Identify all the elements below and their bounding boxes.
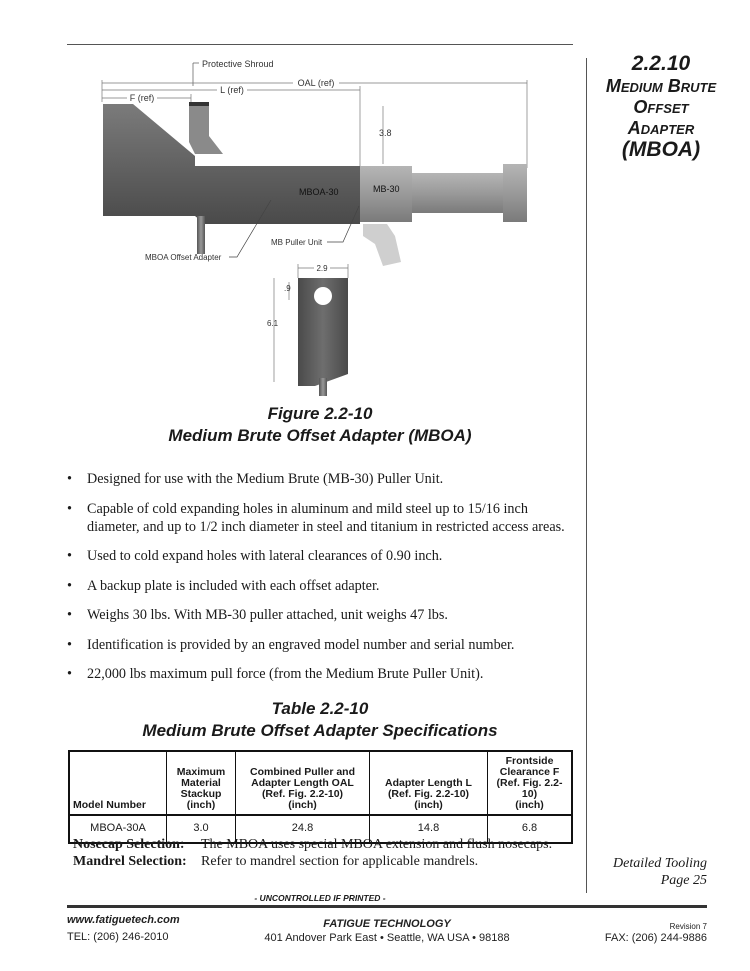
bullet-icon: • [67, 666, 72, 682]
section-heading [588, 52, 734, 162]
figure-number: Figure 2.2-10 [267, 404, 373, 423]
mandrel-text: Refer to mandrel section for applicable mandrels. [201, 854, 479, 869]
dim-2-9-label: 2.9 [316, 264, 328, 273]
f-label: F (ref) [129, 93, 155, 103]
header-adapter-length: Adapter Length L (Ref. Fig. 2.2-10) (inch) [370, 751, 488, 815]
mboa-offset-adapter-label: MBOA Offset Adapter [145, 253, 222, 262]
website-link[interactable]: www.fatiguetech.com [67, 914, 180, 926]
section-title-line-3: Adapter [627, 117, 695, 138]
section-title-line-2: Offset [633, 96, 689, 117]
top-rule [67, 44, 573, 45]
mandrel-rod [197, 216, 205, 254]
section-abbreviation: (MBOA) [621, 138, 701, 162]
puller-front-collar [360, 166, 412, 222]
table-title: Medium Brute Offset Adapter Specifications [142, 721, 498, 740]
offset-adapter-body [103, 104, 360, 224]
mboa-30-label: MBOA-30 [299, 187, 339, 197]
end-view-rod [319, 378, 327, 396]
oal-label: OAL (ref) [297, 78, 335, 88]
sidebar-divider [586, 58, 587, 893]
footer-revision: Revision 7 [669, 922, 707, 931]
header-frontside-clearance: Frontside Clearance F (Ref. Fig. 2.2-10) (inch) [488, 751, 573, 815]
feature-list [67, 470, 577, 695]
puller-end-cap [503, 164, 527, 222]
puller-handle [363, 224, 401, 266]
header-combined-length: Combined Puller and Adapter Length OAL (Ref. Fig. 2.2-10) (inch) [236, 751, 370, 815]
list-item: • Designed for use with the Medium Brute (MB-30) Puller Unit. [67, 471, 444, 487]
footer-telephone: TEL: (206) 246-2010 [67, 931, 169, 943]
figure-caption: Medium Brute Offset Adapter (MBOA) [168, 426, 472, 445]
dim-3-8-label: 3.8 [379, 128, 392, 138]
header-model-number: Model Number [69, 751, 167, 815]
nosecap-text: The MBOA uses special MBOA extension and flush nosecaps. [201, 837, 553, 852]
list-item: • Weighs 30 lbs. With MB-30 puller attached, unit weighs 47 lbs. [67, 607, 448, 623]
bullet-icon: • [67, 607, 72, 623]
mandrel-label: Mandrel Selection: [73, 854, 187, 869]
mandrel-selection [73, 853, 552, 870]
bullet-icon: • [67, 500, 72, 517]
l-label: L (ref) [220, 85, 244, 95]
table-header-row [69, 751, 572, 815]
puller-body [412, 173, 504, 213]
list-item: • 22,000 lbs maximum pull force (from the Medium Brute Puller Unit). [67, 666, 484, 682]
bullet-icon: • [67, 471, 72, 487]
page-section-name: Detailed Tooling [613, 856, 707, 871]
bullet-icon: • [67, 548, 72, 564]
page-number: Page 25 [660, 873, 707, 888]
end-view-hole [314, 287, 332, 305]
section-title-line-1: Medium Brute [605, 76, 717, 97]
cell-clearance: 6.8 [488, 815, 573, 843]
protective-shroud [189, 104, 223, 154]
cell-stackup: 3.0 [167, 815, 236, 843]
protective-shroud-label: Protective Shroud [202, 59, 274, 69]
mb-30-label: MB-30 [373, 184, 400, 194]
nosecap-selection [73, 836, 552, 853]
specifications-table [68, 750, 573, 844]
list-item: • Used to cold expand holes with lateral clearances of 0.90 inch. [67, 548, 443, 564]
table-number: Table 2.2-10 [271, 699, 369, 718]
footer-address: 401 Andover Park East • Seattle, WA USA • 98188 [264, 932, 510, 944]
bullet-icon: • [67, 577, 72, 594]
mb-puller-unit-label: MB Puller Unit [271, 238, 323, 247]
dim-6-1-label: 6.1 [267, 319, 279, 328]
list-item: • Identification is provided by an engraved model number and serial number. [67, 636, 515, 653]
footer-fax: FAX: (206) 244-9886 [604, 932, 707, 944]
list-item: • A backup plate is included with each offset adapter. [67, 577, 380, 594]
page-reference [590, 855, 707, 889]
header-max-stackup: Maximum Material Stackup (inch) [167, 751, 236, 815]
section-number: 2.2.10 [631, 52, 691, 75]
uncontrolled-notice: - UNCONTROLLED IF PRINTED - [254, 893, 386, 903]
cell-oal: 24.8 [236, 815, 370, 843]
nosecap-label: Nosecap Selection: [73, 837, 185, 852]
footer-rule [67, 905, 707, 908]
footer-company: FATIGUE TECHNOLOGY [323, 918, 451, 930]
cell-model: MBOA-30A [90, 822, 146, 834]
selections [73, 836, 552, 870]
cell-adapter-length: 14.8 [370, 815, 488, 843]
dim-0-9-label: .9 [284, 284, 291, 293]
bullet-icon: • [67, 636, 72, 653]
list-item: • Capable of cold expanding holes in aluminum and mild steel up to 15/16 inch diameter, and up to 1/2 inch diameter in steel and titanium in restricted access areas. [67, 500, 565, 535]
mboa-diagram [95, 56, 545, 396]
